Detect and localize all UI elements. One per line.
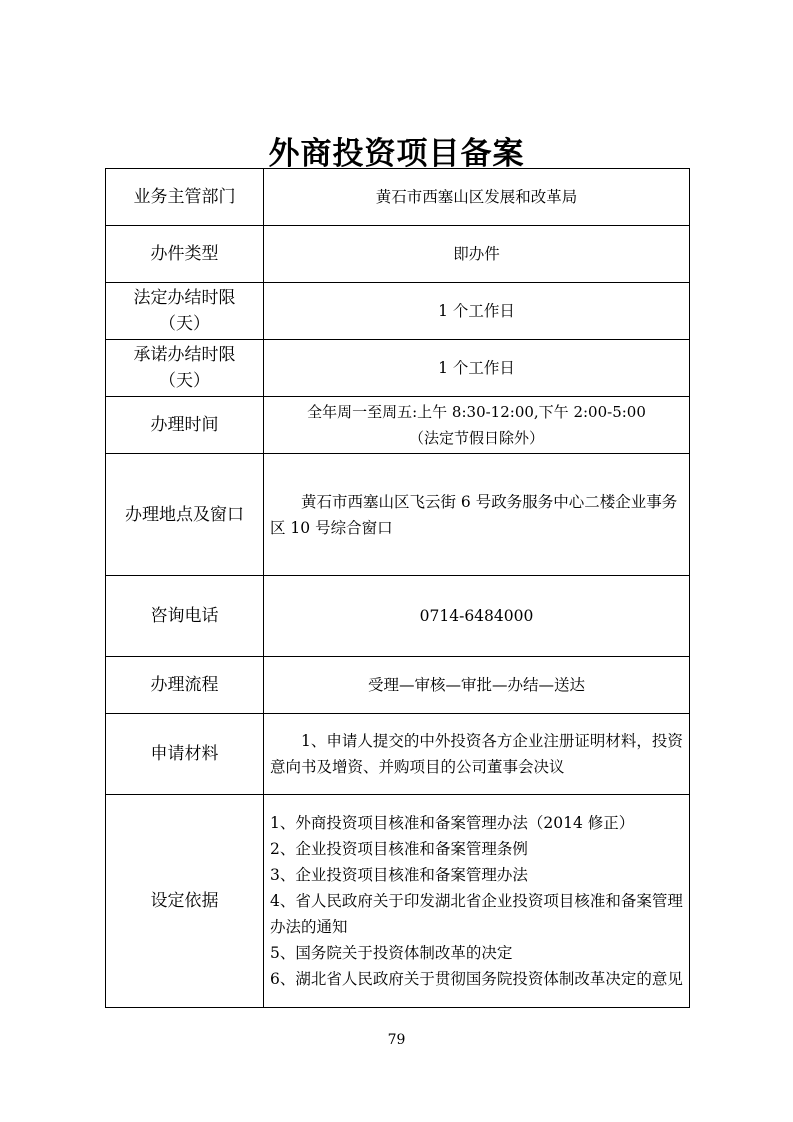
row-label-process: 办理流程 xyxy=(106,657,264,714)
table-row xyxy=(106,576,690,657)
row-label-promised-time-limit xyxy=(106,340,264,397)
value-line: （法定节假日除外） xyxy=(408,429,544,447)
row-value-phone: 0714-6484000 xyxy=(264,576,690,657)
row-label-materials: 申请材料 xyxy=(106,714,264,795)
label-line: 法定办结时限 xyxy=(133,288,236,308)
row-label-legal-basis: 设定依据 xyxy=(106,795,264,1008)
row-value-legal-time-limit: 1 个工作日 xyxy=(264,283,690,340)
table-row xyxy=(106,169,690,226)
row-label-department: 业务主管部门 xyxy=(106,169,264,226)
row-label-case-type: 办件类型 xyxy=(106,226,264,283)
label-line: （天） xyxy=(159,371,210,391)
label-line: （天） xyxy=(159,314,210,334)
row-label-phone: 咨询电话 xyxy=(106,576,264,657)
table-row xyxy=(106,283,690,340)
table-row xyxy=(106,340,690,397)
row-value-office-hours xyxy=(264,397,690,454)
table-row xyxy=(106,714,690,795)
row-label-office-hours: 办理时间 xyxy=(106,397,264,454)
service-info-table xyxy=(105,168,690,1008)
row-value-location: 黄石市西塞山区飞云街 6 号政务服务中心二楼企业事务区 10 号综合窗口 xyxy=(264,454,690,576)
row-label-legal-time-limit xyxy=(106,283,264,340)
table-row xyxy=(106,657,690,714)
list-item: 6、湖北省人民政府关于贯彻国务院投资体制改革决定的意见 xyxy=(270,970,683,988)
row-value-promised-time-limit: 1 个工作日 xyxy=(264,340,690,397)
table-row xyxy=(106,397,690,454)
row-label-location: 办理地点及窗口 xyxy=(106,454,264,576)
row-value-materials: 1、申请人提交的中外投资各方企业注册证明材料，投资意向书及增资、并购项目的公司董事会决议 xyxy=(264,714,690,795)
value-line: 全年周一至周五:上午 8:30-12:00,下午 2:00-5:00 xyxy=(307,403,646,421)
row-value-department: 黄石市西塞山区发展和改革局 xyxy=(264,169,690,226)
row-value-process: 受理—审核—审批—办结—送达 xyxy=(264,657,690,714)
page-title: 外商投资项目备案 xyxy=(268,136,525,172)
list-item: 5、国务院关于投资体制改革的决定 xyxy=(270,944,513,962)
list-item: 3、企业投资项目核准和备案管理办法 xyxy=(270,866,528,884)
table-row xyxy=(106,454,690,576)
row-value-case-type: 即办件 xyxy=(264,226,690,283)
table-row xyxy=(106,795,690,1008)
list-item: 1、外商投资项目核准和备案管理办法（2014 修正） xyxy=(270,814,635,832)
row-value-legal-basis xyxy=(264,795,690,1008)
page-number: 79 xyxy=(387,1032,406,1048)
list-item: 4、省人民政府关于印发湖北省企业投资项目核准和备案管理办法的通知 xyxy=(270,892,683,936)
table-row xyxy=(106,226,690,283)
label-line: 承诺办结时限 xyxy=(133,345,236,365)
list-item: 2、企业投资项目核准和备案管理条例 xyxy=(270,840,528,858)
